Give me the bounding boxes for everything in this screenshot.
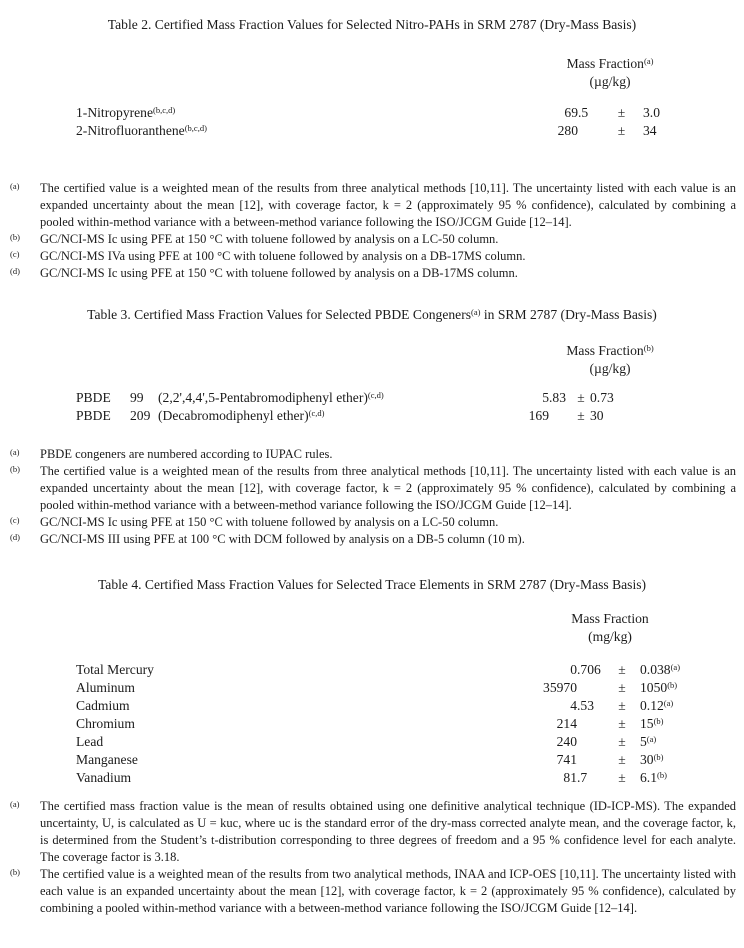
footnote-marker: (a)	[10, 447, 20, 457]
value-integer: 35970	[543, 680, 577, 695]
value-fraction	[577, 715, 604, 733]
value-integer: 214	[556, 716, 577, 731]
value-integer: 69	[564, 105, 578, 120]
uncertainty	[640, 697, 744, 715]
header-text: Mass Fraction	[566, 56, 644, 71]
table-3-footnotes	[10, 446, 736, 548]
table-2-section	[0, 16, 744, 282]
footnote-marker: (d)	[10, 266, 20, 276]
footnote-text: GC/NCI-MS IVa using PFE at 100 °C with toluene followed by analysis on a DB-17MS column.	[40, 249, 526, 263]
table-row	[0, 661, 744, 679]
footnote-marker: (d)	[10, 532, 20, 542]
analyte-name	[76, 389, 489, 407]
footnote	[10, 180, 736, 231]
analyte-label: Aluminum	[76, 680, 135, 695]
analyte-label: Vanadium	[76, 770, 132, 785]
table-4-section	[0, 576, 744, 917]
footnote-ref: (b)	[657, 770, 667, 780]
footnote-ref: (c,d)	[308, 408, 325, 418]
analyte-name	[76, 769, 517, 787]
footnote	[10, 866, 736, 917]
uncertainty-value: 30	[640, 752, 654, 767]
footnote-marker: (b)	[10, 464, 20, 474]
footnote-marker: (c)	[10, 249, 20, 259]
footnote-ref: (b)	[653, 716, 664, 726]
table-2-title	[0, 16, 744, 34]
analyte-name	[76, 751, 517, 769]
analyte-name	[76, 661, 517, 679]
footnote-text: The certified value is a weighted mean of the results from three analytical methods [10,11]. The uncertainty listed with each value is an expanded uncertainty about the mean [12], with coverage factor, k = 2 (approximately 95 % confidence), calculated by combining a pooled within-method variance with a between-method variance following the ISO/JCGM Guide [12–14].	[40, 181, 736, 229]
footnote-ref: (a)	[670, 662, 681, 672]
column-header-label	[520, 55, 700, 73]
footnote-ref: (a)	[471, 307, 481, 317]
uncertainty	[640, 661, 744, 679]
column-header-label	[520, 342, 700, 360]
table-row	[0, 751, 744, 769]
title-text: Table 3. Certified Mass Fraction Values for Selected PBDE Congeners	[87, 307, 472, 322]
table-row	[0, 122, 744, 140]
value-fraction: .53	[577, 698, 594, 713]
footnote-ref: (b,c,d)	[184, 123, 207, 133]
plus-minus: ±	[618, 734, 626, 749]
footnote-ref: (b)	[643, 343, 654, 353]
footnote-text: The certified value is a weighted mean of the results from two analytical methods, INAA and ICP-OES [10,11]. The uncertainty listed with each value is an expanded uncertainty about the mean [12], with coverage factor, k = 2 (approximately 95 % confidence), calculated by combining a pooled within-method variance with a between-method variance following the ISO/JCGM Guide [12–14].	[40, 867, 736, 915]
footnote	[10, 446, 736, 463]
uncertainty-value: 5	[640, 734, 647, 749]
column-header-units: (µg/kg)	[589, 74, 631, 89]
uncertainty	[643, 104, 744, 122]
analyte-name	[76, 679, 517, 697]
table-4-title	[0, 576, 744, 594]
title-text: Table 2. Certified Mass Fraction Values for Selected Nitro-PAHs in SRM 2787 (Dry-Mass Basis)	[107, 17, 637, 32]
plus-minus: ±	[618, 716, 626, 731]
congener-prefix: PBDE	[76, 408, 111, 423]
value-fraction	[578, 122, 600, 140]
table-row	[0, 769, 744, 787]
uncertainty-value: 0.12	[640, 698, 664, 713]
uncertainty	[640, 679, 744, 697]
value-integer: 4	[570, 698, 577, 713]
uncertainty	[643, 122, 744, 140]
footnote-marker: (c)	[10, 515, 20, 525]
footnote-marker: (a)	[10, 181, 20, 191]
uncertainty	[640, 733, 744, 751]
column-header-label	[520, 610, 700, 628]
analyte-label: 2-Nitrofluoranthene	[76, 123, 185, 138]
value-integer: 0	[570, 662, 577, 677]
analyte-label: Manganese	[76, 752, 138, 767]
footnote-ref: (b)	[653, 752, 664, 762]
title-text: in SRM 2787 (Dry-Mass Basis)	[480, 307, 657, 322]
plus-minus: ±	[618, 770, 626, 785]
table-3-section	[0, 306, 744, 548]
footnote-ref: (b,c,d)	[153, 105, 176, 115]
uncertainty	[640, 715, 744, 733]
header-text: Mass Fraction	[566, 343, 644, 358]
congener-number: 209	[130, 408, 151, 423]
footnote-text: GC/NCI-MS Ic using PFE at 150 °C with toluene followed by analysis on a LC-50 column.	[40, 232, 499, 246]
footnote	[10, 531, 736, 548]
plus-minus: ±	[577, 408, 585, 423]
analyte-name	[76, 104, 518, 122]
table-2-footnotes	[10, 180, 736, 282]
column-header-units: (µg/kg)	[589, 361, 631, 376]
table-row	[0, 715, 744, 733]
uncertainty-value: 0.038	[640, 662, 671, 677]
plus-minus: ±	[618, 698, 626, 713]
footnote-marker: (a)	[10, 799, 20, 809]
footnote-text: GC/NCI-MS Ic using PFE at 150 °C with toluene followed by analysis on a LC-50 column.	[40, 515, 499, 529]
value-fraction	[577, 679, 604, 697]
uncertainty-value: 3.0	[643, 105, 660, 120]
uncertainty	[590, 389, 690, 407]
analyte-name	[76, 407, 489, 425]
plus-minus: ±	[618, 680, 626, 695]
footnote	[10, 248, 736, 265]
value-fraction: .5	[578, 105, 589, 120]
value-fraction: .706	[577, 662, 601, 677]
value-integer: 741	[556, 752, 577, 767]
table-4-rows	[0, 661, 744, 787]
footnote-text: GC/NCI-MS III using PFE at 100 °C with DCM followed by analysis on a DB-5 column (10 m).	[40, 532, 525, 546]
footnote-marker: (b)	[10, 232, 20, 242]
plus-minus: ±	[618, 752, 626, 767]
analyte-name	[76, 715, 517, 733]
footnote-text: GC/NCI-MS Ic using PFE at 150 °C with toluene followed by analysis on a DB-17MS column.	[40, 266, 518, 280]
value-integer: 81	[563, 770, 577, 785]
table-row	[0, 389, 690, 407]
analyte-label: Chromium	[76, 716, 135, 731]
footnote-ref: (a)	[663, 698, 674, 708]
footnote-marker: (b)	[10, 867, 20, 877]
table-row	[0, 679, 744, 697]
footnote	[10, 265, 736, 282]
footnote	[10, 231, 736, 248]
analyte-label: 1-Nitropyrene	[76, 105, 154, 120]
value-integer: 5	[542, 390, 549, 405]
uncertainty-value: 6.1	[640, 770, 657, 785]
footnote	[10, 514, 736, 531]
footnote-ref: (c,d)	[367, 390, 384, 400]
uncertainty-value: 30	[590, 408, 604, 423]
analyte-name	[76, 733, 517, 751]
footnote-text: The certified mass fraction value is the mean of results obtained using one definitive analytical technique (ID-ICP-MS). The expanded uncertainty, U, is calculated as U = kuc, where uc is the standard error of the dry-mass corrected analyte mean, and the coverage factor, k, is determined from the Student’s t-distribution corresponding to three degrees of freedom and a 95 % confidence level for each analyte. The coverage factor is 3.18.	[40, 799, 736, 864]
uncertainty	[590, 407, 690, 425]
table-row	[0, 697, 744, 715]
footnote	[10, 798, 736, 866]
header-text: Mass Fraction	[571, 611, 649, 626]
footnote-ref: (a)	[643, 56, 654, 66]
title-text: Table 4. Certified Mass Fraction Values for Selected Trace Elements in SRM 2787 (Dry-Mass Basis)	[97, 577, 647, 592]
congener-description: (2,2',4,4',5-Pentabromodiphenyl ether)	[158, 390, 368, 405]
table-3-title	[0, 306, 744, 324]
footnote-ref: (a)	[646, 734, 657, 744]
plus-minus: ±	[618, 662, 626, 677]
uncertainty-value: 34	[643, 123, 657, 138]
analyte-label: Lead	[76, 734, 104, 749]
table-row	[0, 733, 744, 751]
table-3-rows	[0, 389, 744, 425]
table-row	[0, 407, 690, 425]
analyte-name	[76, 697, 517, 715]
table-4-footnotes	[10, 798, 736, 917]
analyte-label: Cadmium	[76, 698, 130, 713]
plus-minus: ±	[577, 390, 585, 405]
value-fraction	[577, 733, 604, 751]
value-integer: 169	[528, 408, 549, 423]
value-fraction	[549, 407, 572, 425]
table-2-rows	[0, 104, 744, 140]
footnote-text: PBDE congeners are numbered according to IUPAC rules.	[40, 447, 333, 461]
congener-prefix: PBDE	[76, 390, 111, 405]
value-fraction	[577, 751, 604, 769]
table-row	[0, 104, 744, 122]
column-header	[520, 610, 700, 646]
column-header-units: (mg/kg)	[588, 629, 632, 644]
uncertainty-value: 1050	[640, 680, 668, 695]
uncertainty	[640, 769, 744, 787]
value-fraction: .83	[549, 390, 566, 405]
analyte-label: Total Mercury	[76, 662, 154, 677]
plus-minus: ±	[617, 105, 626, 120]
analyte-name	[76, 122, 518, 140]
footnote	[10, 463, 736, 514]
footnote-text: The certified value is a weighted mean of the results from three analytical methods [10,11]. The uncertainty listed with each value is an expanded uncertainty about the mean [12], with coverage factor, k = 2 (approximately 95 % confidence), calculated by combining a pooled within-method variance with a between-method variance following the ISO/JCGM Guide [12–14].	[40, 464, 736, 512]
value-integer: 280	[557, 123, 578, 138]
column-header	[520, 55, 700, 91]
congener-number: 99	[130, 390, 144, 405]
value-fraction: .7	[577, 770, 588, 785]
uncertainty	[640, 751, 744, 769]
plus-minus: ±	[617, 123, 626, 138]
footnote-ref: (b)	[667, 680, 678, 690]
value-integer: 240	[556, 734, 577, 749]
congener-description: (Decabromodiphenyl ether)	[158, 408, 309, 423]
uncertainty-value: 0.73	[590, 390, 614, 405]
column-header	[520, 342, 700, 378]
uncertainty-value: 15	[640, 716, 654, 731]
